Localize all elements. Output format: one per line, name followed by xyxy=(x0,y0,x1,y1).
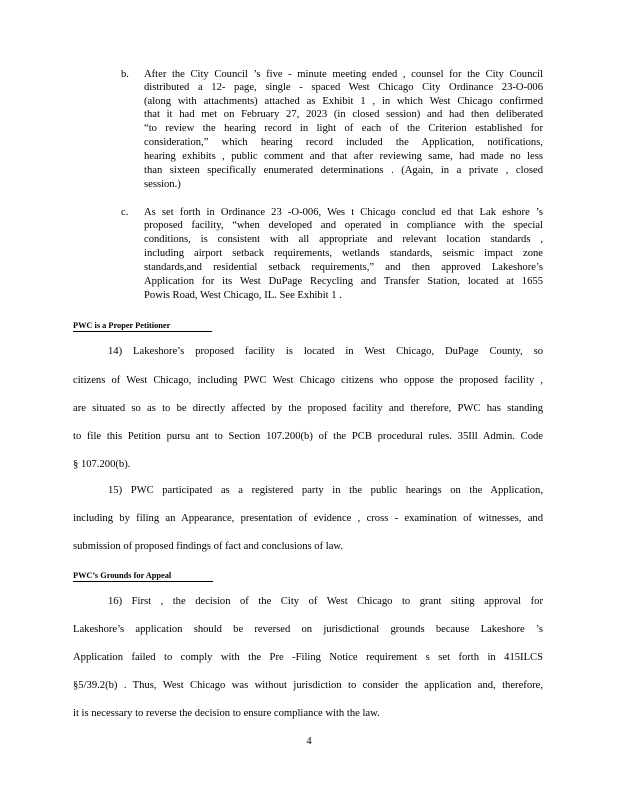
text-line: submission of proposed findings of fact and conclusions of law. xyxy=(73,541,344,552)
text-line: that it had met on February 27, 2023 (in closed session) and had then deliberated xyxy=(144,109,543,120)
text-line: As set forth in Ordinance 23 -O-006, Wes t Chicago conclud ed that Lak eshore ’s xyxy=(144,207,543,218)
section-heading: PWC’s Grounds for Appeal xyxy=(73,570,213,582)
text-line: Powis Road, West Chicago, IL. See Exhibit 1 . xyxy=(144,290,342,301)
text-line: 14) Lakeshore’s proposed facility is located in West Chicago, DuPage County, so xyxy=(108,346,543,357)
text-line: distributed a 12- page, single - spaced West Chicago City Ordinance 23-O-006 xyxy=(144,82,543,93)
list-marker: c. xyxy=(121,207,129,218)
section-heading: PWC is a Proper Petitioner xyxy=(73,320,212,332)
text-line: Application for its West DuPage Recycling and Transfer Station, located at 1655 xyxy=(144,276,543,287)
text-line: consideration,” which hearing record included the Application, notifications, xyxy=(144,137,543,148)
text-line: than sixteen specifically enumerated determinations . (Again, in a private , closed xyxy=(144,165,543,176)
text-line: §5/39.2(b) . Thus, West Chicago was without jurisdiction to consider the application and, therefore, xyxy=(73,680,543,691)
text-line: (along with attachments) attached as Exhibit 1 , in which West Chicago confirmed xyxy=(144,96,543,107)
page-number: 4 xyxy=(306,736,312,747)
text-line: “to review the hearing record in light of each of the Criterion established for xyxy=(144,123,543,134)
text-line: Application failed to comply with the Pre -Filing Notice requirement s set forth in 415ILCS xyxy=(73,652,543,663)
text-line: hearing exhibits , public comment and that after reviewing same, had made no less xyxy=(144,151,543,162)
text-line: standards,and residential setback requirements,” and then approved Lakeshore’s xyxy=(144,262,543,273)
paragraph-16 xyxy=(73,596,543,726)
text-line: including by filing an Appearance, presentation of evidence , cross - examination of witnesses, and xyxy=(73,513,543,524)
text-line: to file this Petition pursu ant to Section 107.200(b) of the PCB procedural rules. 35Ill Admin. Code xyxy=(73,431,543,442)
text-line: proposed facility, “when developed and operated in compliance with the special xyxy=(144,220,543,231)
list-marker: b. xyxy=(121,69,129,80)
text-line: including airport setback requirements, wetlands standards, seismic impact zone xyxy=(144,248,543,259)
text-line: Lakeshore’s application should be reversed on jurisdictional grounds because Lakeshore ’s xyxy=(73,624,543,635)
text-line: citizens of West Chicago, including PWC West Chicago citizens who oppose the proposed facility , xyxy=(73,375,543,386)
text-line: session.) xyxy=(144,179,181,190)
text-line: are situated so as to be directly affected by the proposed facility and therefore, PWC has standing xyxy=(73,403,543,414)
paragraph-15 xyxy=(73,485,543,555)
list-item-c xyxy=(121,207,543,307)
text-line: After the City Council ’s five - minute meeting ended , counsel for the City Council xyxy=(144,69,543,80)
text-line: conditions, is consistent with all appropriate and relevant location standards , xyxy=(144,234,543,245)
text-line: 16) First , the decision of the City of West Chicago to grant siting approval for xyxy=(108,596,543,607)
text-line: 15) PWC participated as a registered party in the public hearings on the Application, xyxy=(108,485,543,496)
paragraph-14 xyxy=(73,346,543,476)
text-line: it is necessary to reverse the decision to ensure compliance with the law. xyxy=(73,708,380,719)
text-line: § 107.200(b). xyxy=(73,459,131,470)
list-item-b xyxy=(121,69,543,189)
